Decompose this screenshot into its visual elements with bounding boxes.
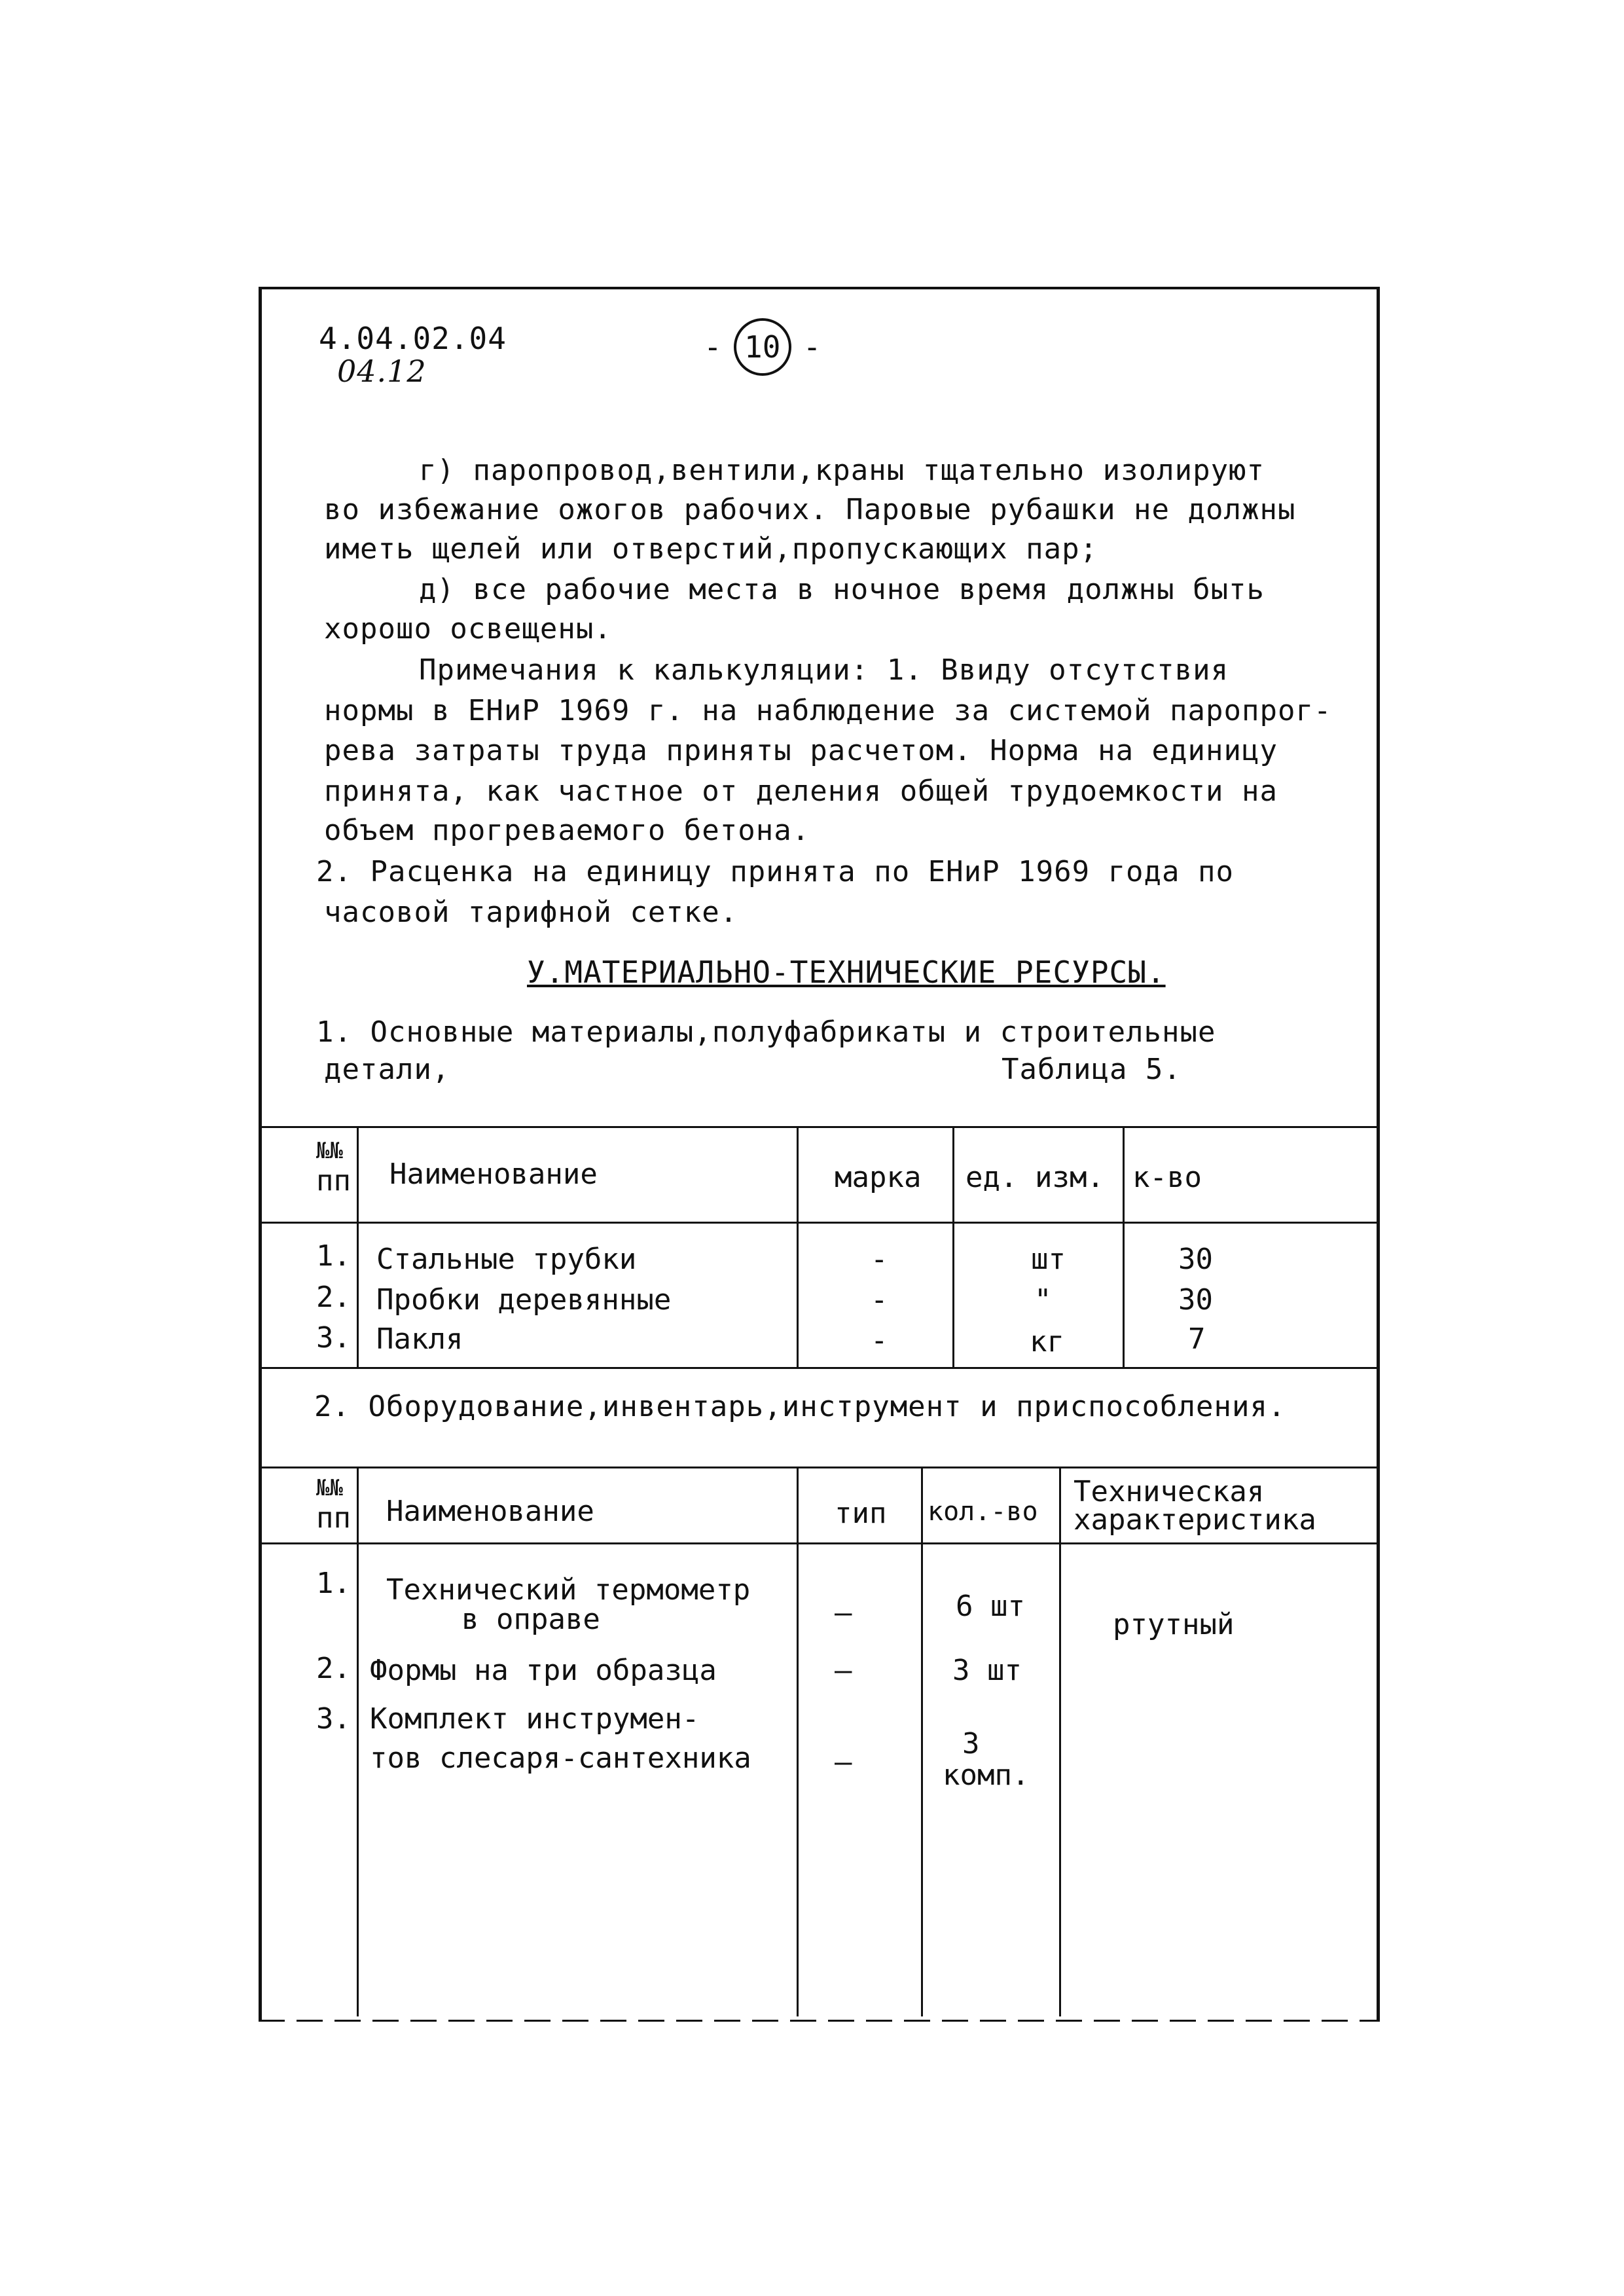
paragraph-line: г) паропровод,вентили,краны тщательно изолируют <box>419 454 1265 487</box>
row-mark: - <box>871 1283 888 1317</box>
table2-col-divider <box>1059 1467 1061 2016</box>
table1-header-num2: пп <box>316 1164 351 1197</box>
row-type: – <box>835 1596 852 1630</box>
table2-header-name: Наименование <box>386 1495 594 1528</box>
table1-header-unit: ед. изм. <box>965 1161 1104 1194</box>
paragraph-line: во избежание ожогов рабочих. Паровые рубашки не должны <box>324 493 1296 526</box>
row-name: Пробки деревянные <box>376 1283 672 1317</box>
frame-left <box>259 287 262 2022</box>
table2-header-tech2: характеристика <box>1074 1503 1316 1537</box>
row-num: 3. <box>316 1321 351 1355</box>
table2-header-tech: Техническая <box>1074 1475 1265 1508</box>
paragraph-line: Примечания к калькуляции: 1. Ввиду отсутствия <box>419 653 1229 687</box>
table1-col-divider <box>952 1126 954 1368</box>
table2-col-divider <box>921 1467 923 2016</box>
table2-header-qty: кол.-во <box>928 1497 1038 1527</box>
table2-rule-top <box>259 1467 1380 1468</box>
table2-header-num: №№ <box>316 1475 343 1501</box>
row-num: 1. <box>316 1567 351 1600</box>
table1-header-mark: марка <box>835 1161 922 1194</box>
document-page <box>259 287 1380 2022</box>
table1-rule-header <box>259 1222 1380 1224</box>
table2-header-num2: пп <box>316 1501 351 1535</box>
row-unit: " <box>1034 1283 1052 1317</box>
table1-header-name: Наименование <box>389 1157 598 1191</box>
table1-caption: Таблица 5. <box>1001 1053 1182 1086</box>
row-num: 2. <box>316 1281 351 1314</box>
paragraph-line: иметь щелей или отверстий,пропускающих пар; <box>324 532 1098 566</box>
table2-header-type: тип <box>835 1497 887 1530</box>
page-number: - 10 - <box>704 318 821 376</box>
row-qty-unit: комп. <box>943 1758 1030 1792</box>
table1-col-divider <box>357 1126 359 1368</box>
paragraph-line: часовой тарифной сетке. <box>324 896 738 929</box>
document-code: 4.04.02.04 <box>319 321 507 356</box>
row-mark: - <box>871 1324 888 1357</box>
row-num: 2. <box>316 1652 351 1685</box>
row-name-cont: тов слесаря-сантехника <box>370 1741 751 1775</box>
paragraph-line: 2. Расценка на единицу принята по ЕНиР 1969 года по <box>316 855 1235 888</box>
paragraph-line: д) все рабочие места в ночное время должны быть <box>419 573 1265 606</box>
table1-rule-top <box>259 1126 1380 1128</box>
row-qty: 30 <box>1178 1283 1213 1317</box>
row-tech: ртутный <box>1113 1608 1235 1641</box>
paragraph-line: объем прогреваемого бетона. <box>324 814 810 847</box>
row-qty: 7 <box>1188 1322 1206 1356</box>
table2-col-divider <box>797 1467 799 2016</box>
table1-rule-bottom <box>259 1367 1380 1369</box>
table1-header-qty: к-во <box>1132 1161 1202 1194</box>
table1-col-divider <box>797 1126 799 1368</box>
row-unit: кг <box>1030 1325 1064 1358</box>
row-type: – <box>835 1654 852 1687</box>
row-qty: 3 шт <box>952 1654 1022 1687</box>
frame-top <box>259 287 1380 289</box>
table2-intro: 2. Оборудование,инвентарь,инструмент и приспособления. <box>314 1390 1286 1423</box>
frame-bottom <box>259 2020 1380 2022</box>
page-number-circle: 10 <box>734 318 791 376</box>
document-code-handwritten: 04.12 <box>337 354 427 389</box>
row-qty: 30 <box>1178 1243 1213 1276</box>
row-name-cont: в оправе <box>461 1603 600 1636</box>
table1-intro-cont: детали, <box>324 1053 450 1086</box>
table1-col-divider <box>1123 1126 1125 1368</box>
row-num: 1. <box>316 1239 351 1273</box>
table1-intro: 1. Основные материалы,полуфабрикаты и строительные <box>316 1015 1216 1049</box>
row-name: Комплект инструмен- <box>370 1702 700 1736</box>
section-heading: У.МАТЕРИАЛЬНО-ТЕХНИЧЕСКИЕ РЕСУРСЫ. <box>527 955 1166 990</box>
row-unit: шт <box>1031 1243 1066 1276</box>
table1-header-num: №№ <box>316 1138 343 1164</box>
row-name: Формы на три образца <box>370 1654 717 1687</box>
row-qty: 3 <box>962 1727 980 1760</box>
frame-right <box>1377 287 1380 2022</box>
row-name: Стальные трубки <box>376 1243 637 1276</box>
paragraph-line: принята, как частное от деления общей трудоемкости на <box>324 774 1278 808</box>
row-num: 3. <box>316 1702 351 1736</box>
row-type: – <box>835 1745 852 1779</box>
table2-rule-header <box>259 1542 1380 1544</box>
row-name: Пакля <box>376 1322 463 1356</box>
row-name: Технический термометр <box>386 1573 751 1607</box>
paragraph-line: рева затраты труда приняты расчетом. Норма на единицу <box>324 734 1278 767</box>
row-qty: 6 шт <box>956 1590 1025 1623</box>
paragraph-line: хорошо освещены. <box>324 612 612 646</box>
paragraph-line: нормы в ЕНиР 1969 г. на наблюдение за системой паропрог- <box>324 694 1332 727</box>
row-mark: - <box>871 1243 888 1276</box>
table2-col-divider <box>357 1467 359 2016</box>
